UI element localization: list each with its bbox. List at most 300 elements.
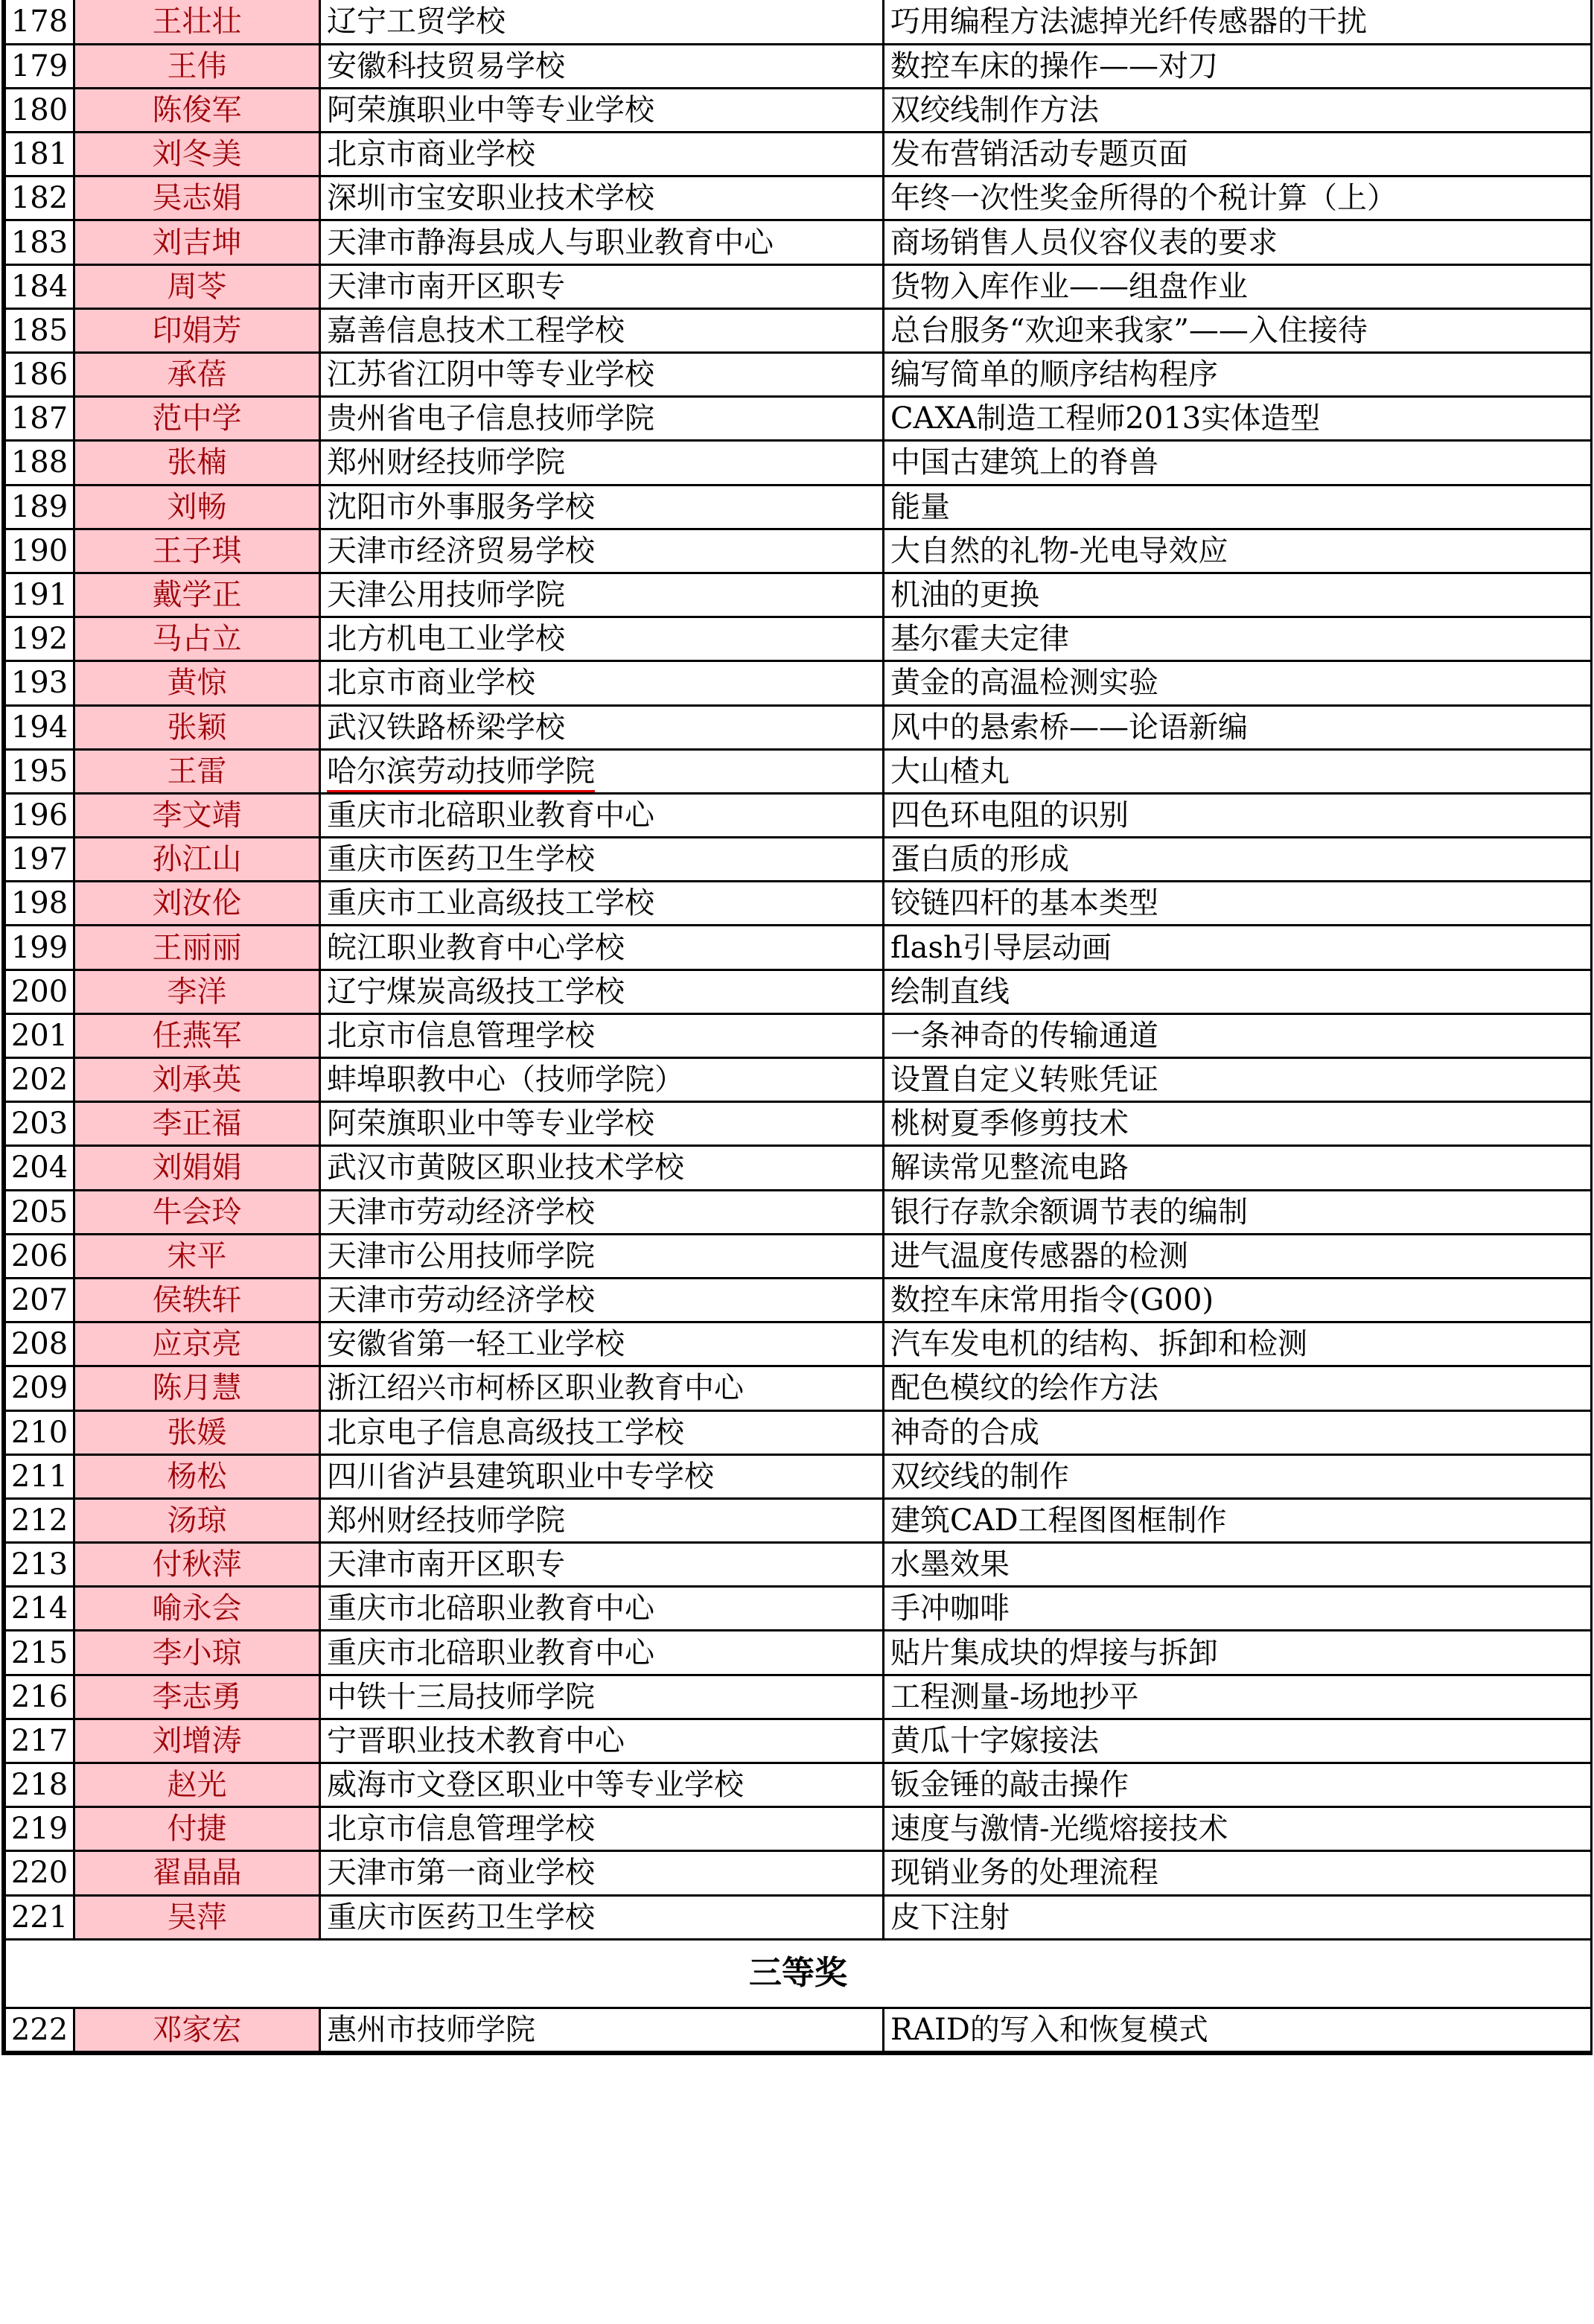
table-row <box>5 441 1592 485</box>
lesson-topic <box>884 1498 1592 1542</box>
school-name <box>320 1807 884 1851</box>
lesson-topic <box>884 1807 1592 1851</box>
row-number-text: 202 <box>10 1063 68 1098</box>
lesson-topic <box>884 1190 1592 1234</box>
row-number-text: 187 <box>10 401 68 436</box>
school-name <box>320 1322 884 1366</box>
table-row <box>5 308 1592 352</box>
person-name <box>74 1058 320 1102</box>
person-name <box>74 1895 320 1939</box>
row-number-text: 215 <box>10 1635 68 1670</box>
row-number <box>5 1543 74 1587</box>
lesson-topic <box>884 88 1592 132</box>
row-number-text: 205 <box>10 1194 68 1229</box>
row-number <box>5 1013 74 1057</box>
person-name-text: 黄惊 <box>167 666 227 701</box>
lesson-topic-text: 神奇的合成 <box>890 1415 1039 1450</box>
person-name-text: 张媛 <box>167 1415 227 1450</box>
lesson-topic <box>884 2008 1592 2051</box>
lesson-topic <box>884 1763 1592 1807</box>
school-name-text: 重庆市医药卫生学校 <box>327 842 595 877</box>
school-name-text: 安徽省第一轻工业学校 <box>327 1327 625 1362</box>
table-row <box>5 705 1592 749</box>
person-name-text: 印娟芳 <box>152 313 242 348</box>
person-name <box>74 617 320 661</box>
row-number-text: 185 <box>10 313 68 348</box>
table-row <box>5 2008 1592 2051</box>
row-number-text: 182 <box>10 181 68 216</box>
school-name-text: 北京市信息管理学校 <box>327 1018 595 1053</box>
person-name-text: 范中学 <box>152 401 242 436</box>
table-row <box>5 1278 1592 1322</box>
row-number <box>5 1058 74 1102</box>
row-number <box>5 308 74 352</box>
person-name-text: 张颖 <box>167 710 227 745</box>
row-number <box>5 264 74 308</box>
table-row <box>5 1013 1592 1057</box>
table-row <box>5 264 1592 308</box>
lesson-topic-text: 基尔霍夫定律 <box>890 622 1069 657</box>
lesson-topic-text: 速度与激情-光缆熔接技术 <box>890 1812 1228 1847</box>
row-number-text: 191 <box>10 578 68 613</box>
person-name <box>74 1587 320 1631</box>
person-name <box>74 1410 320 1454</box>
row-number-text: 199 <box>10 930 68 965</box>
row-number <box>5 529 74 573</box>
lesson-topic <box>884 485 1592 529</box>
lesson-topic-text: 货物入库作业——组盘作业 <box>890 269 1248 304</box>
table-row <box>5 1146 1592 1190</box>
school-name-text: 江苏省江阴中等专业学校 <box>327 357 654 392</box>
row-number-text: 217 <box>10 1723 68 1758</box>
row-number <box>5 44 74 88</box>
lesson-topic <box>884 1058 1592 1102</box>
school-name-text: 天津市南开区职专 <box>327 269 565 304</box>
lesson-topic <box>884 0 1592 44</box>
lesson-topic-text: 皮下注射 <box>890 1900 1010 1935</box>
person-name-text: 宋平 <box>167 1238 227 1273</box>
lesson-topic <box>884 1102 1592 1146</box>
lesson-topic <box>884 1719 1592 1763</box>
school-name <box>320 264 884 308</box>
lesson-topic-text: 机油的更换 <box>890 578 1039 613</box>
person-name-text: 戴学正 <box>152 578 242 613</box>
school-name-text: 郑州财经技师学院 <box>327 1503 565 1538</box>
lesson-topic <box>884 882 1592 926</box>
row-number <box>5 1410 74 1454</box>
table-row <box>5 397 1592 441</box>
lesson-topic <box>884 133 1592 176</box>
table-row <box>5 1190 1592 1234</box>
person-name-text: 付捷 <box>167 1812 227 1847</box>
person-name <box>74 397 320 441</box>
person-name-text: 王子琪 <box>152 533 242 568</box>
row-number-text: 222 <box>10 2012 68 2047</box>
lesson-topic <box>884 397 1592 441</box>
school-name <box>320 1146 884 1190</box>
person-name-text: 刘冬美 <box>152 137 242 172</box>
school-name <box>320 1234 884 1278</box>
award-list-sheet <box>1 0 1593 2055</box>
school-name-underlined: 哈尔滨劳动技师学院 <box>327 754 595 793</box>
lesson-topic-text: 一条神奇的传输通道 <box>890 1018 1158 1053</box>
lesson-topic <box>884 926 1592 970</box>
row-number <box>5 441 74 485</box>
row-number <box>5 882 74 926</box>
school-name <box>320 0 884 44</box>
school-name <box>320 1543 884 1587</box>
lesson-topic <box>884 1234 1592 1278</box>
lesson-topic-text: 巧用编程方法滤掉光纤传感器的干扰 <box>890 4 1367 39</box>
lesson-topic-text: 年终一次性奖金所得的个税计算（上） <box>890 181 1397 216</box>
row-number <box>5 1719 74 1763</box>
row-number-text: 189 <box>10 489 68 524</box>
row-number-text: 196 <box>10 798 68 832</box>
school-name-text: 天津市静海县成人与职业教育中心 <box>327 225 774 260</box>
person-name <box>74 1102 320 1146</box>
school-name <box>320 882 884 926</box>
table-row <box>5 1851 1592 1895</box>
row-number <box>5 1631 74 1675</box>
school-name-text: 天津公用技师学院 <box>327 578 565 613</box>
lesson-topic-text: 双绞线制作方法 <box>890 92 1099 127</box>
lesson-topic-text: 工程测量-场地抄平 <box>890 1679 1139 1714</box>
lesson-topic <box>884 749 1592 793</box>
school-name-text: 宁晋职业技术教育中心 <box>327 1723 625 1758</box>
school-name <box>320 1102 884 1146</box>
lesson-topic <box>884 1631 1592 1675</box>
row-number <box>5 1675 74 1719</box>
row-number <box>5 1366 74 1410</box>
school-name-text: 北京市商业学校 <box>327 137 535 172</box>
lesson-topic-text: 能量 <box>890 489 950 524</box>
lesson-topic-text: 双绞线的制作 <box>890 1459 1069 1494</box>
lesson-topic <box>884 220 1592 264</box>
lesson-topic <box>884 793 1592 837</box>
person-name <box>74 1454 320 1498</box>
lesson-topic <box>884 1366 1592 1410</box>
person-name-text: 王丽丽 <box>152 930 242 965</box>
lesson-topic <box>884 1278 1592 1322</box>
school-name <box>320 44 884 88</box>
section-heading: 三等奖 <box>5 1939 1592 2008</box>
table-row <box>5 661 1592 705</box>
lesson-topic-text: 现销业务的处理流程 <box>890 1856 1158 1891</box>
person-name-text: 李志勇 <box>152 1679 242 1714</box>
lesson-topic <box>884 308 1592 352</box>
person-name-text: 侯轶轩 <box>152 1283 242 1318</box>
school-name <box>320 353 884 397</box>
school-name-text: 天津市公用技师学院 <box>327 1238 595 1273</box>
table-row <box>5 529 1592 573</box>
row-number-text: 210 <box>10 1415 68 1450</box>
person-name <box>74 1719 320 1763</box>
school-name <box>320 705 884 749</box>
school-name <box>320 397 884 441</box>
row-number-text: 208 <box>10 1327 68 1362</box>
school-name-text: 北京市信息管理学校 <box>327 1812 595 1847</box>
person-name <box>74 705 320 749</box>
table-row <box>5 44 1592 88</box>
row-number <box>5 573 74 617</box>
row-number <box>5 1278 74 1322</box>
person-name-text: 陈俊军 <box>152 92 242 127</box>
table-row <box>5 1543 1592 1587</box>
lesson-topic <box>884 705 1592 749</box>
row-number <box>5 176 74 220</box>
table-row <box>5 1675 1592 1719</box>
lesson-topic-text: 蛋白质的形成 <box>890 842 1069 877</box>
row-number-text: 203 <box>10 1107 68 1142</box>
lesson-topic-text: 钣金锤的敲击操作 <box>890 1768 1129 1803</box>
row-number <box>5 1454 74 1498</box>
person-name-text: 王伟 <box>167 48 227 83</box>
school-name-text: 惠州市技师学院 <box>327 2012 535 2047</box>
person-name <box>74 44 320 88</box>
row-number <box>5 485 74 529</box>
lesson-topic-text: 设置自定义转账凭证 <box>890 1063 1158 1098</box>
lesson-topic <box>884 1013 1592 1057</box>
lesson-topic <box>884 44 1592 88</box>
person-name-text: 刘汝伦 <box>152 886 242 921</box>
lesson-topic-text: 中国古建筑上的脊兽 <box>890 445 1158 480</box>
lesson-topic <box>884 1146 1592 1190</box>
school-name <box>320 1851 884 1895</box>
lesson-topic <box>884 1410 1592 1454</box>
person-name-text: 喻永会 <box>152 1591 242 1626</box>
award-table <box>4 0 1593 2053</box>
table-row <box>5 970 1592 1013</box>
row-number-text: 181 <box>10 137 68 172</box>
row-number <box>5 220 74 264</box>
table-body-section <box>5 1939 1592 2008</box>
school-name <box>320 970 884 1013</box>
lesson-topic-text: 风中的悬索桥——论语新编 <box>890 710 1248 745</box>
person-name-text: 李小琼 <box>152 1635 242 1670</box>
school-name <box>320 133 884 176</box>
table-row <box>5 1058 1592 1102</box>
row-number <box>5 1895 74 1939</box>
school-name-text: 阿荣旗职业中等专业学校 <box>327 1107 654 1142</box>
table-row <box>5 749 1592 793</box>
table-row <box>5 1322 1592 1366</box>
person-name <box>74 882 320 926</box>
row-number-text: 193 <box>10 666 68 701</box>
person-name <box>74 176 320 220</box>
lesson-topic-text: 黄金的高温检测实验 <box>890 666 1158 701</box>
row-number <box>5 1587 74 1631</box>
school-name-text: 天津市南开区职专 <box>327 1547 565 1582</box>
row-number-text: 192 <box>10 622 68 657</box>
table-row <box>5 1366 1592 1410</box>
school-name <box>320 1278 884 1322</box>
person-name <box>74 1675 320 1719</box>
person-name <box>74 1763 320 1807</box>
school-name <box>320 220 884 264</box>
table-row <box>5 1763 1592 1807</box>
school-name-text: 重庆市北碚职业教育中心 <box>327 1635 654 1670</box>
person-name <box>74 1146 320 1190</box>
row-number-text: 183 <box>10 225 68 260</box>
row-number <box>5 1234 74 1278</box>
row-number-text: 220 <box>10 1856 68 1891</box>
lesson-topic <box>884 441 1592 485</box>
person-name-text: 李洋 <box>167 974 227 1009</box>
school-name-text: 重庆市北碚职业教育中心 <box>327 798 654 832</box>
table-row <box>5 573 1592 617</box>
lesson-topic-text: 大自然的礼物-光电导效应 <box>890 533 1228 568</box>
person-name <box>74 353 320 397</box>
school-name-text: 重庆市工业高级技工学校 <box>327 886 654 921</box>
person-name <box>74 1278 320 1322</box>
person-name-text: 刘畅 <box>167 489 227 524</box>
row-number <box>5 353 74 397</box>
row-number <box>5 1146 74 1190</box>
school-name-text: 天津市经济贸易学校 <box>327 533 595 568</box>
lesson-topic-text: 四色环电阻的识别 <box>890 798 1129 832</box>
row-number-text: 216 <box>10 1679 68 1714</box>
person-name <box>74 0 320 44</box>
school-name-text: 浙江绍兴市柯桥区职业教育中心 <box>327 1371 744 1406</box>
person-name-text: 任燕军 <box>152 1018 242 1053</box>
person-name <box>74 1807 320 1851</box>
school-name <box>320 88 884 132</box>
person-name <box>74 485 320 529</box>
row-number-text: 195 <box>10 754 68 789</box>
row-number-text: 214 <box>10 1591 68 1626</box>
lesson-topic-text: 进气温度传感器的检测 <box>890 1238 1188 1273</box>
lesson-topic-text: 水墨效果 <box>890 1547 1010 1582</box>
table-row <box>5 793 1592 837</box>
school-name <box>320 1675 884 1719</box>
person-name <box>74 793 320 837</box>
person-name-text: 李正福 <box>152 1107 242 1142</box>
section-row <box>5 1939 1592 2008</box>
row-number <box>5 749 74 793</box>
table-row <box>5 838 1592 882</box>
table-row <box>5 1498 1592 1542</box>
school-name-text: 深圳市宝安职业技术学校 <box>327 181 654 216</box>
lesson-topic-text: 贴片集成块的焊接与拆卸 <box>890 1635 1218 1670</box>
lesson-topic <box>884 1454 1592 1498</box>
table-row <box>5 1102 1592 1146</box>
row-number-text: 190 <box>10 533 68 568</box>
person-name <box>74 573 320 617</box>
school-name <box>320 661 884 705</box>
row-number-text: 194 <box>10 710 68 745</box>
school-name <box>320 2008 884 2051</box>
lesson-topic-text: 银行存款余额调节表的编制 <box>890 1194 1248 1229</box>
person-name-text: 杨松 <box>167 1459 227 1494</box>
lesson-topic-text: 铰链四杆的基本类型 <box>890 886 1158 921</box>
row-number <box>5 88 74 132</box>
lesson-topic-text: 编写简单的顺序结构程序 <box>890 357 1218 392</box>
person-name-text: 孙江山 <box>152 842 242 877</box>
table-row <box>5 1895 1592 1939</box>
lesson-topic <box>884 1851 1592 1895</box>
row-number <box>5 133 74 176</box>
row-number <box>5 2008 74 2051</box>
person-name <box>74 441 320 485</box>
lesson-topic <box>884 838 1592 882</box>
person-name <box>74 1498 320 1542</box>
person-name-text: 刘承英 <box>152 1063 242 1098</box>
table-row <box>5 617 1592 661</box>
person-name <box>74 749 320 793</box>
school-name-text: 天津市第一商业学校 <box>327 1856 595 1891</box>
school-name-text: 中铁十三局技师学院 <box>327 1679 595 1714</box>
school-name <box>320 1763 884 1807</box>
row-number <box>5 1322 74 1366</box>
person-name-text: 应京亮 <box>152 1327 242 1362</box>
school-name <box>320 176 884 220</box>
school-name-text: 武汉市黄陂区职业技术学校 <box>327 1150 684 1185</box>
row-number-text: 184 <box>10 269 68 304</box>
school-name <box>320 1719 884 1763</box>
school-name-text: 威海市文登区职业中等专业学校 <box>327 1768 744 1803</box>
person-name-text: 吴萍 <box>167 1900 227 1935</box>
row-number <box>5 705 74 749</box>
person-name-text: 陈月慧 <box>152 1371 242 1406</box>
row-number-text: 219 <box>10 1812 68 1847</box>
lesson-topic-text: 商场销售人员仪容仪表的要求 <box>890 225 1278 260</box>
row-number-text: 221 <box>10 1900 68 1935</box>
school-name-text: 郑州财经技师学院 <box>327 445 565 480</box>
lesson-topic <box>884 264 1592 308</box>
row-number <box>5 1190 74 1234</box>
lesson-topic-text: 汽车发电机的结构、拆卸和检测 <box>890 1327 1307 1362</box>
school-name <box>320 1587 884 1631</box>
school-name <box>320 1631 884 1675</box>
school-name-text: 辽宁煤炭高级技工学校 <box>327 974 625 1009</box>
person-name-text: 付秋萍 <box>152 1547 242 1582</box>
row-number <box>5 0 74 44</box>
school-name <box>320 1366 884 1410</box>
school-name-text: 四川省泸县建筑职业中专学校 <box>327 1459 714 1494</box>
lesson-topic-text: 发布营销活动专题页面 <box>890 137 1188 172</box>
person-name <box>74 970 320 1013</box>
table-row <box>5 0 1592 44</box>
table-row <box>5 220 1592 264</box>
lesson-topic <box>884 617 1592 661</box>
school-name-text: 沈阳市外事服务学校 <box>327 489 595 524</box>
row-number-text: 180 <box>10 92 68 127</box>
person-name-text: 李文靖 <box>152 798 242 832</box>
row-number <box>5 1102 74 1146</box>
school-name-text: 蚌埠职教中心（技师学院） <box>327 1063 684 1098</box>
lesson-topic <box>884 176 1592 220</box>
row-number-text: 207 <box>10 1283 68 1318</box>
row-number-text: 188 <box>10 445 68 480</box>
row-number <box>5 926 74 970</box>
table-row <box>5 1719 1592 1763</box>
person-name-text: 王雷 <box>167 754 227 789</box>
lesson-topic <box>884 1587 1592 1631</box>
lesson-topic <box>884 1675 1592 1719</box>
lesson-topic-text: 总台服务“欢迎来我家”——入住接待 <box>890 313 1368 348</box>
table-row <box>5 882 1592 926</box>
row-number-text: 209 <box>10 1371 68 1406</box>
row-number <box>5 1807 74 1851</box>
table-row <box>5 353 1592 397</box>
row-number-text: 198 <box>10 886 68 921</box>
table-row <box>5 1410 1592 1454</box>
table-row <box>5 1234 1592 1278</box>
person-name <box>74 1366 320 1410</box>
person-name <box>74 1851 320 1895</box>
person-name <box>74 1631 320 1675</box>
person-name <box>74 661 320 705</box>
